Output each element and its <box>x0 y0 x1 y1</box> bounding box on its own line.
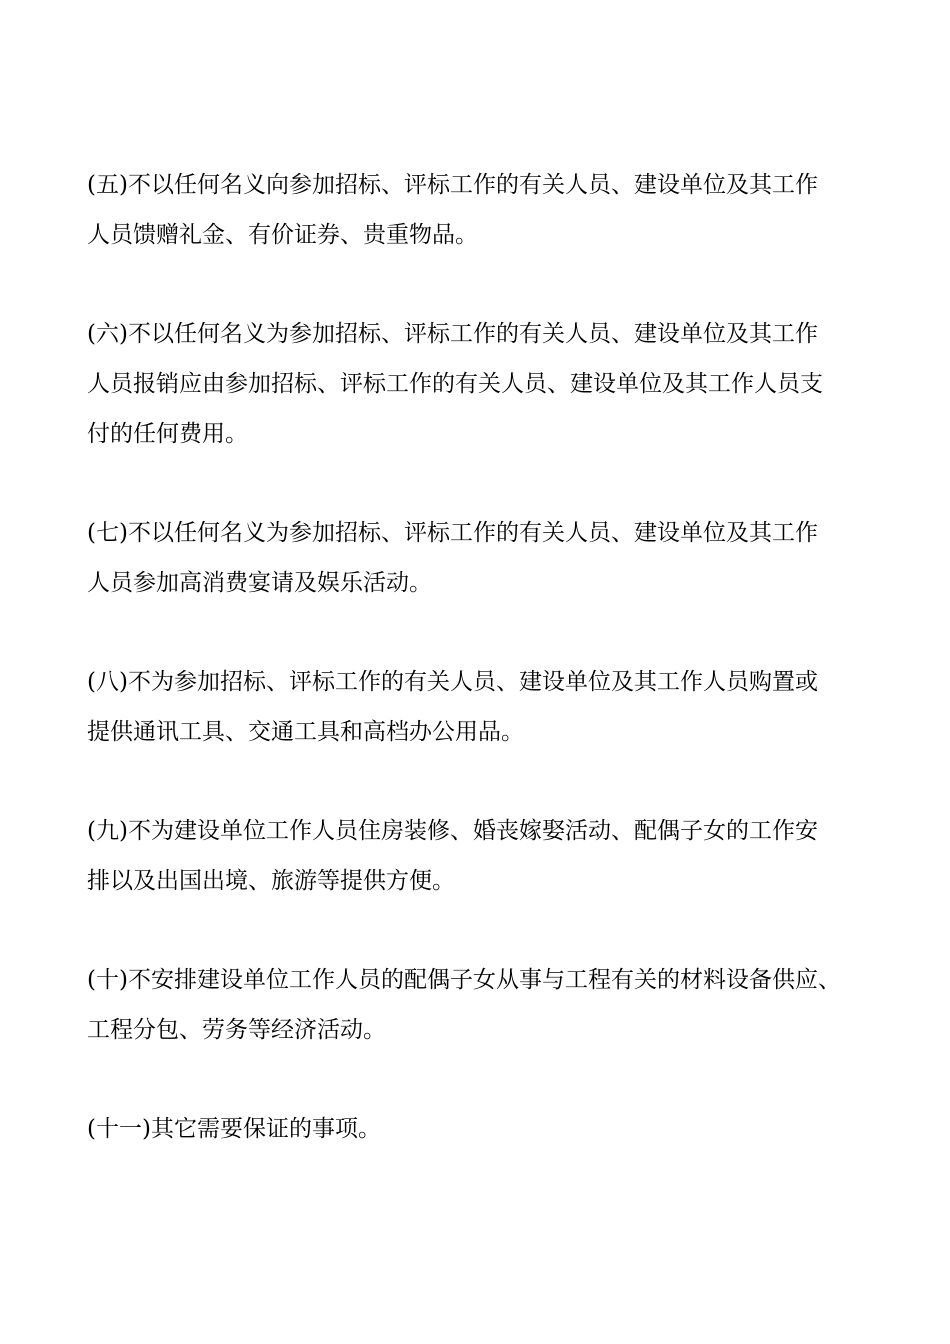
paragraph-9 <box>87 806 872 906</box>
paragraph-line: (七)不以任何名义为参加招标、评标工作的有关人员、建设单位及其工作 <box>87 520 818 546</box>
paragraph-6 <box>87 309 872 459</box>
document-body <box>87 160 872 1203</box>
paragraph-line: (十)不安排建设单位工作人员的配偶子女从事与工程有关的材料设备供应、 <box>87 967 841 993</box>
paragraph-line: 付的任何费用。 <box>87 421 248 447</box>
paragraph-8 <box>87 657 872 757</box>
paragraph-line: (九)不为建设单位工作人员住房装修、婚丧嫁娶活动、配偶子女的工作安 <box>87 818 818 844</box>
paragraph-line: 工程分包、劳务等经济活动。 <box>87 1017 386 1043</box>
paragraph-line: 排以及出国出境、旅游等提供方便。 <box>87 868 455 894</box>
paragraph-line: 人员参加高消费宴请及娱乐活动。 <box>87 570 432 596</box>
paragraph-line: 提供通讯工具、交通工具和高档办公用品。 <box>87 719 524 745</box>
paragraph-line: 人员报销应由参加招标、评标工作的有关人员、建设单位及其工作人员支 <box>87 371 823 397</box>
paragraph-line: 人员馈赠礼金、有价证券、贵重物品。 <box>87 222 478 248</box>
paragraph-line: (五)不以任何名义向参加招标、评标工作的有关人员、建设单位及其工作 <box>87 172 818 198</box>
paragraph-11 <box>87 1104 872 1154</box>
paragraph-line: (六)不以任何名义为参加招标、评标工作的有关人员、建设单位及其工作 <box>87 321 818 347</box>
paragraph-7 <box>87 508 872 608</box>
paragraph-10 <box>87 955 872 1055</box>
paragraph-line: (十一)其它需要保证的事项。 <box>87 1116 381 1142</box>
paragraph-line: (八)不为参加招标、评标工作的有关人员、建设单位及其工作人员购置或 <box>87 669 818 695</box>
paragraph-5 <box>87 160 872 260</box>
